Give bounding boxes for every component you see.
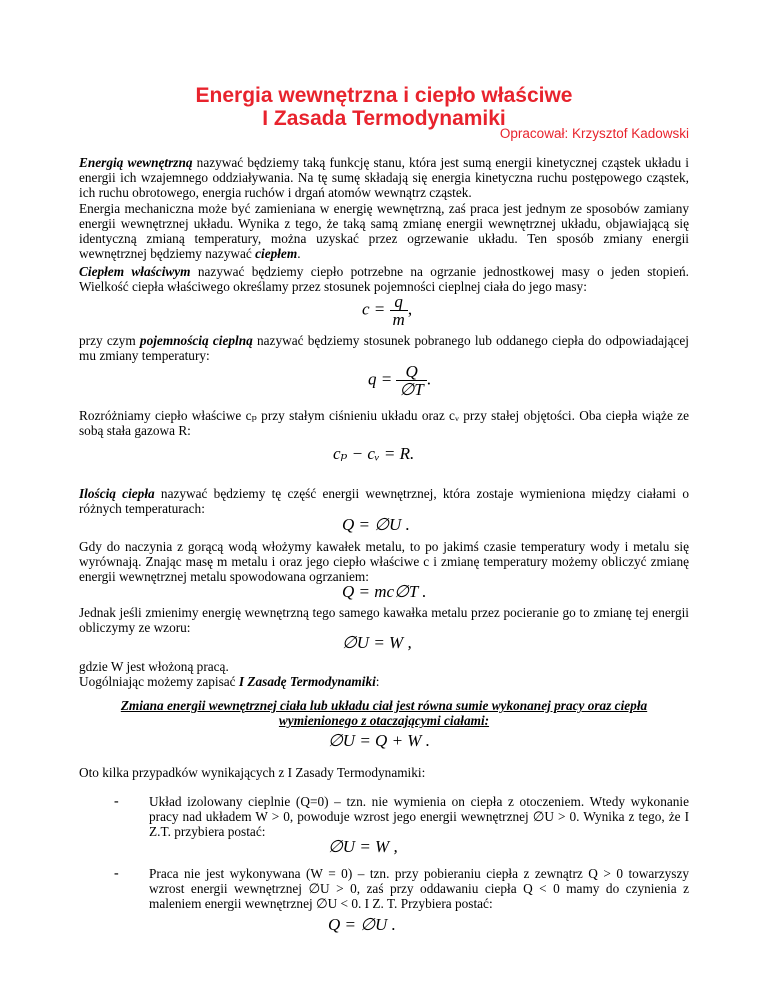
paragraph-friction [79,605,689,635]
title-line-2: I Zasada Termodynamiki [262,107,506,130]
equation-q-du: Q = ∅U . [342,515,410,534]
author: Opracował: Krzysztof Kadowski [499,126,689,141]
paragraph-text: nazywać będziemy stosunek pobranego lub oddanego ciepła do odpowiadającej mu zmiany temperatury: [79,333,689,364]
term-heat-amount: Ilością ciepła [79,486,155,501]
paragraph-text: Uogólniając możemy zapisać [79,674,239,690]
equation-lhs: c = [362,299,386,319]
paragraph-text: Jednak jeśli zmienimy energię wewnętrzną tego samego kawałka metalu przez pocieranie go to zmianę tej energii obliczymy ze wzoru: [79,605,689,636]
fraction [396,363,426,398]
paragraph-text: nazywać będziemy taką funkcję stanu, która jest sumą energii kinetycznej cząstek układu i energii ich wzajemnego oddziaływania. Na tę sumę składają się energia kinetyczna ruchu postępowego cząstek, ich ruchu obrotowego, energia ruchów i drgań atomów wewnątrz cząstek. [79,155,689,201]
list-bullet: - [114,866,119,881]
paragraph-cp-cv [79,408,689,438]
equation-first-law: ∅U = Q + W . [328,731,430,750]
term-heat: ciepłem [255,246,298,262]
equation-case-1: ∅U = W , [328,837,398,856]
fraction-denominator: ∅T [399,380,424,399]
paragraph-internal-energy [79,155,689,261]
term-specific-heat: Ciepłem właściwym [79,264,191,279]
fraction-numerator: Q [396,363,426,381]
equation-punct: . [426,369,431,389]
paragraph-text: Energia mechaniczna może być zamieniana w energię wewnętrzną, zaś praca jest jednym ze sposobów zamiany energii wewnętrznej układu. Wynika z tego, że taką samą zmianę energii wewnętrznej układu, objawiającą się identyczną zmianą temperatury, można uzyskać przez ogrzewanie układu. Ten sposób zmiany energii wewnętrznej będziemy nazywać [79,200,689,262]
equation-q-mcdt: Q = mc∅T . [342,582,427,601]
paragraph-text: gdzie W jest włożoną pracą. [79,659,229,674]
list-item: Praca nie jest wykonywana (W = 0) – tzn. przy pobieraniu ciepła z zewnątrz Q > 0 towarzyszy wzrost energii wewnętrznej ∅U > 0, zaś przy oddawaniu ciepła Q < 0 mamy do czynienia z maleniem energii wewnętrznej ∅U < 0. I Z. T. Przybiera postać: [149,866,689,912]
first-law-statement: Zmiana energii wewnętrznej ciała lub układu ciał jest równa sumie wykonanej pracy oraz ciepła wymienionego z otaczającymi ciałami: [120,698,648,729]
equation-punct: , [407,299,413,319]
equation-mayer: cₚ − cᵥ = R. [333,444,415,463]
term-first-law: I Zasadę Termodynamiki [238,674,376,690]
fraction [390,293,408,328]
paragraph-text: przy czym [79,333,140,348]
paragraph-text: . [297,246,301,262]
paragraph-generalization [79,659,689,689]
paragraph-text: nazywać będziemy tę część energii wewnętrznej, która zostaje wymieniona między ciałami o różnych temperaturach: [79,486,689,517]
equation-heat-capacity [368,363,431,398]
term-heat-capacity: pojemnością cieplną [139,333,253,348]
term-internal-energy: Energią wewnętrzną [79,155,193,170]
equation-case-2: Q = ∅U . [328,915,396,934]
fraction-numerator: q [390,293,408,311]
title-line-1: Energia wewnętrzna i ciepło właściwe [195,84,573,107]
paragraph-metal-water [79,539,689,585]
paragraph-text: : [375,674,380,690]
equation-specific-heat [362,293,412,328]
paragraph-text: Gdy do naczynia z gorącą wodą włożymy kawałek metalu, to po jakimś czasie temperatury wody i metalu się wyrównają. Znając masę m metalu i oraz jego ciepło właściwe c i zmianę temperatury możemy obliczyć zmianę energii wewnętrznej metalu spowodowana ogrzaniem: [79,539,689,585]
paragraph-heat-amount [79,486,689,516]
equation-lhs: q = [368,369,393,389]
list-item: Układ izolowany cieplnie (Q=0) – tzn. nie wymienia on ciepła z otoczeniem. Wtedy wykonanie pracy nad układem W > 0, powoduje wzrost jego energii wewnętrznej ∅U > 0. Wynika z tego, że I Z.T. przybiera postać: [149,794,689,840]
paragraph-heat-capacity [79,333,689,363]
paragraph-text: Rozróżniamy ciepło właściwe cₚ przy stałym ciśnieniu układu oraz cᵥ przy stałej objętości. Oba ciepła wiąże ze sobą stała gazowa R: [79,408,689,439]
equation-du-w: ∅U = W , [342,633,412,652]
paragraph-cases-intro: Oto kilka przypadków wynikających z I Zasady Termodynamiki: [79,765,426,780]
fraction-denominator: m [392,310,405,329]
list-bullet: - [114,794,119,809]
paragraph-specific-heat [79,264,689,294]
paragraph-text: nazywać będziemy ciepło potrzebne na ogrzanie jednostkowej masy o jeden stopień. Wielkość ciepła właściwego określamy przez stosunek pojemności cieplnej ciała do jego masy: [79,264,689,295]
